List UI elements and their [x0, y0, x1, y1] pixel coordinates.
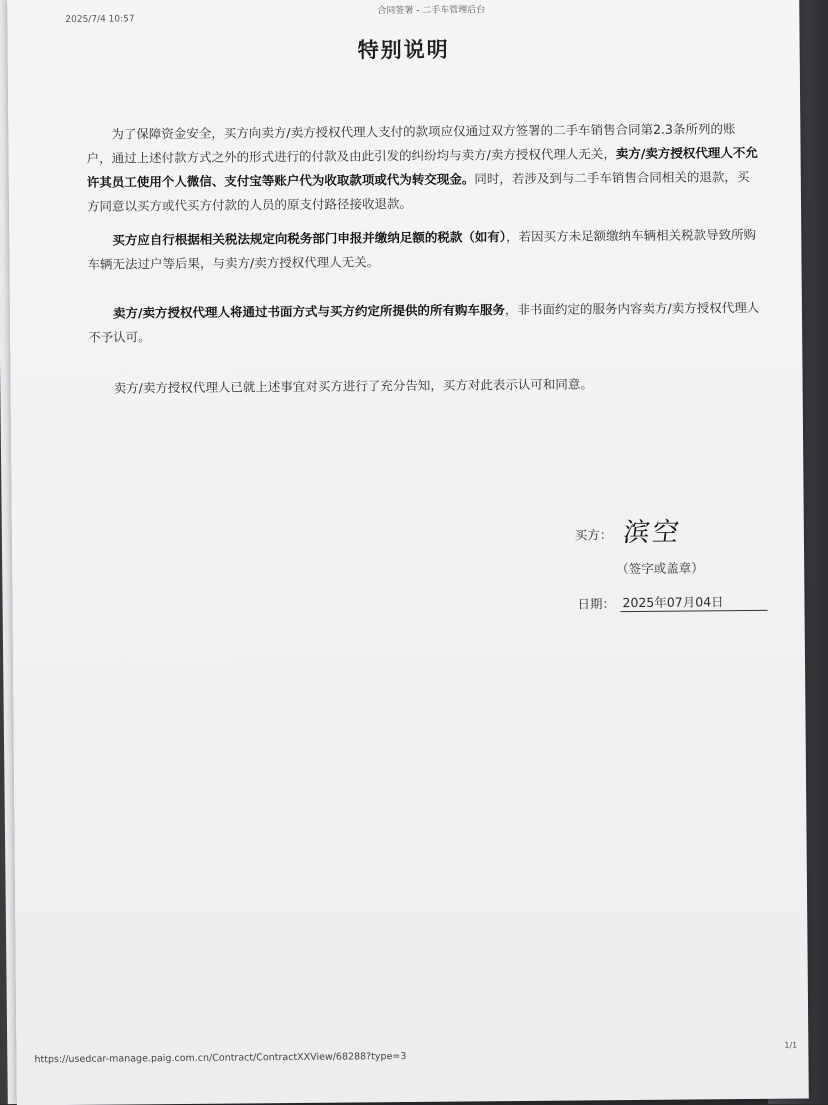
- paragraph-tax-text: ，若因买方未足额缴纳车辆相关税款导致所购车辆无法过户等后果，与卖方/卖方授权代理人无关。: [87, 226, 757, 272]
- buyer-handwritten-signature: 滨空: [621, 517, 684, 549]
- print-site-title: 合同签署 - 二手车管理后台: [377, 5, 486, 17]
- paragraph-acknowledgement: 卖方/卖方授权代理人已就上述事宜对买方进行了充分告知，买方对此表示认可和同意。: [113, 376, 593, 396]
- paragraph-payment-refund: 同时，若涉及到与二手车销售合同相关的退款，买方同意以买方或代买方付款的人员的原支付路径接收退款。: [86, 169, 750, 214]
- paragraph-payment-bold: 卖方/卖方授权代理人不允许其员工使用个人微信、支付宝等账户代为收取款项或代为转交现金。: [86, 144, 758, 190]
- signature-note: （签字或盖章）: [616, 560, 704, 577]
- document-page: [7, 0, 809, 1105]
- buyer-label: 买方：: [574, 527, 613, 543]
- paragraph-services-bold: 卖方/卖方授权代理人将通过书面方式与买方约定所提供的所有购车服务: [112, 302, 506, 321]
- paragraph-tax-bold: 买方应自行根据相关税法规定向税务部门申报并缴纳足额的税款（如有）: [112, 229, 507, 248]
- paragraph-payment-text: 为了保障资金安全，买方向卖方/卖方授权代理人支付的款项应仅通过双方签署的二手车销售合同第2.3条所列的账户，通过上述付款方式之外的形式进行的付款及由此引发的纠纷均与卖方/卖方授权代理人无关，: [86, 121, 736, 166]
- paragraph-services: [88, 296, 760, 350]
- print-url: https://usedcar-manage.paig.com.cn/Contract/ContractXXView/68288?type=3: [34, 1051, 407, 1066]
- print-datetime: 2025/7/4 10:57: [65, 14, 135, 25]
- date-value: 2025年07月04日: [620, 592, 767, 612]
- paragraph-services-text: ，非书面约定的服务内容卖方/卖方授权代理人不予认可。: [88, 299, 760, 345]
- paragraph-tax: [87, 223, 759, 277]
- document-title: 特别说明: [357, 37, 450, 63]
- paragraph-payment: [86, 117, 759, 219]
- date-label: 日期：: [577, 596, 616, 612]
- page-number: 1/1: [784, 1040, 798, 1050]
